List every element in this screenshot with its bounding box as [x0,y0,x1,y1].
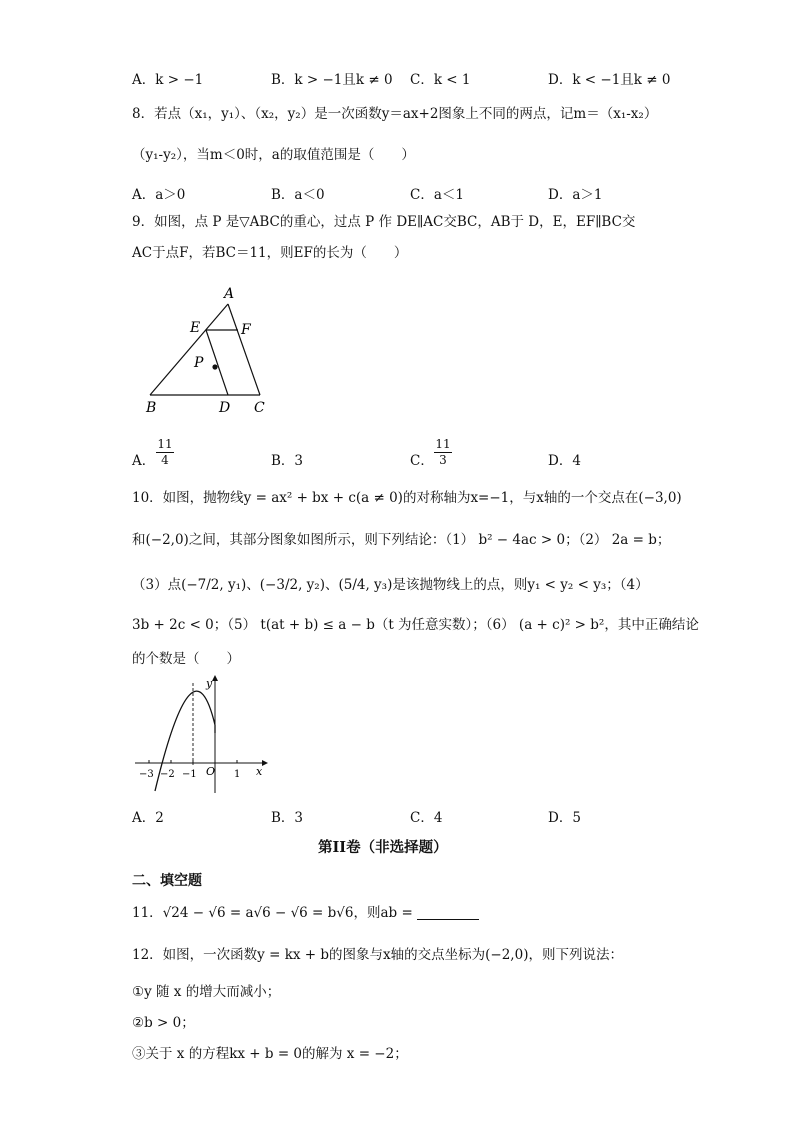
fraction-numerator: 11 [435,437,451,451]
label-p: P [194,355,204,371]
q9-option-c-prefix: C． [410,453,434,469]
q11-stem [132,904,479,922]
q8-stem-line2: （y₁-y₂），当m＜0时，a的取值范围是（ ） [132,147,415,163]
q10-option-c: C．4 [410,810,443,826]
q11-answer-blank[interactable] [417,905,479,920]
q7-option-b: B．k > −1且k ≠ 0 [271,72,393,88]
q12-stem-line1: 12．如图，一次函数y = kx + b的图象与x轴的交点坐标为(−2,0)，则下列说法： [132,947,623,963]
section-title: 第II卷（非选择题） [318,839,448,856]
fraction-denominator: 4 [161,453,169,467]
q9-option-d: D．4 [548,453,581,469]
q12-item-3: ③关于 x 的方程kx + b = 0的解为 x = −2； [132,1046,408,1062]
q7-option-c: C．k < 1 [410,72,471,88]
label-a: A [224,286,235,302]
q11-text: 11．√24 − √6 = a√6 − √6 = b√6，则ab = [132,905,413,921]
origin-label: O [206,765,216,778]
q9-option-c-fraction [434,437,452,468]
q9-option-a-fraction [156,437,174,468]
fraction-numerator: 11 [157,437,173,451]
fraction-denominator: 3 [439,453,447,467]
tick-label-neg1: −1 [182,769,197,780]
y-axis-label: y [206,677,213,690]
q10-stem-line2: 和(−2,0)之间，其部分图象如图所示，则下列结论：（1） b² − 4ac > 0；（2） 2a = b； [132,532,671,548]
q8-option-b: B．a＜0 [271,187,325,203]
q10-stem-line3: （3）点(−7/2, y₁)、(−3/2, y₂)、(5/4, y₃)是该抛物线上的点，则y₁ < y₂ < y₃；（4） [132,577,649,593]
q10-option-a: A．2 [132,810,164,826]
q10-option-d: D．5 [548,810,581,826]
q10-option-b: B．3 [271,810,304,826]
q10-stem-line5: 的个数是（ ） [132,651,240,667]
tick-label-neg3: −3 [139,769,154,780]
q9-option-b: B．3 [271,453,304,469]
x-axis-label: x [256,765,263,778]
q10-parabola-figure [130,673,270,798]
q8-option-d: D．a＞1 [548,187,603,203]
q10-stem-line1: 10．如图，抛物线y = ax² + bx + c(a ≠ 0)的对称轴为x=−1，与x轴的一个交点在(−3,0) [132,490,682,506]
q8-stem-line1: 8．若点（x₁，y₁）、（x₂，y₂）是一次函数y＝ax+2图象上不同的两点，记m＝（x₁-x₂） [132,106,658,122]
section-subtitle: 二、填空题 [132,873,202,889]
q9-stem-line1: 9．如图，点 P 是▽ABC的重心，过点 P 作 DE∥AC交BC，AB于 D，E，EF∥BC交 [132,214,636,230]
tick-label-1: 1 [234,769,241,780]
label-e: E [190,320,201,336]
q10-stem-line4: 3b + 2c < 0；（5） t(at + b) ≤ a − b（t 为任意实数）；（6） (a + c)² > b²，其中正确结论 [132,617,699,633]
q9-option-a-prefix: A． [132,453,156,469]
q9-stem-line2: AC于点F，若BC＝11，则EF的长为（ ） [132,245,408,261]
q12-item-1: ①y 随 x 的增大而减小； [132,984,281,1000]
label-b: B [146,400,157,416]
label-c: C [254,400,265,416]
q7-option-d: D．k < −1且k ≠ 0 [548,72,671,88]
label-f: F [241,322,251,338]
centroid-point [212,364,217,369]
q8-option-a: A．a＞0 [132,187,186,203]
q12-item-2: ②b > 0； [132,1015,195,1031]
tick-label-neg2: −2 [160,769,175,780]
q7-option-a: A．k > −1 [132,72,204,88]
label-d: D [219,400,231,416]
q8-option-c: C．a＜1 [410,187,464,203]
q9-triangle-figure [140,282,280,417]
